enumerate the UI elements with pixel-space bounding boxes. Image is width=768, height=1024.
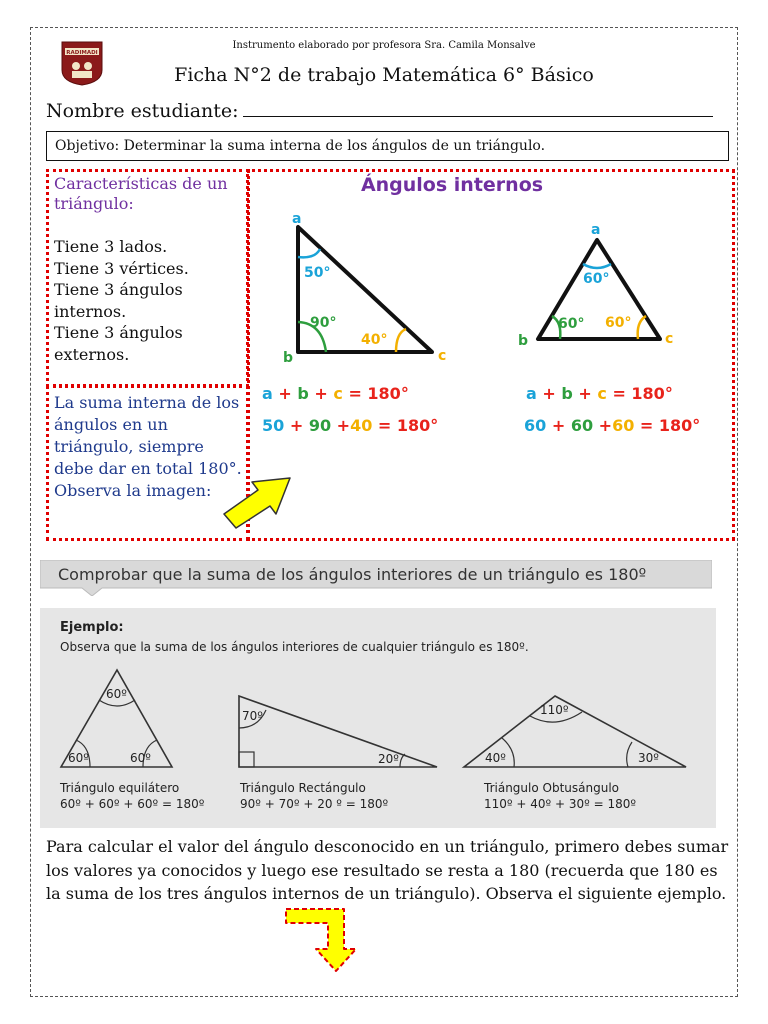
- eq-term: b: [297, 384, 309, 403]
- eq-result: = 180°: [612, 384, 673, 403]
- angle-label: 20º: [378, 752, 399, 766]
- angle-a-value: 60°: [583, 271, 610, 287]
- eq-result: = 180°: [639, 416, 701, 435]
- caption-name: Triángulo Rectángulo: [240, 781, 366, 795]
- characteristic-item: Tiene 3 ángulos externos.: [54, 323, 183, 364]
- student-name-label: Nombre estudiante:: [46, 100, 239, 122]
- eq-term: 60: [524, 416, 547, 435]
- caption-name: Triángulo Obtusángulo: [484, 781, 619, 795]
- eq-term: 40: [350, 416, 373, 435]
- example-title: Ejemplo:: [60, 620, 124, 635]
- vertex-b-label: b: [283, 350, 294, 366]
- caption-sum: 60º + 60º + 60º = 180º: [60, 797, 205, 811]
- eq-plus: +: [578, 384, 592, 403]
- objective-box: Objetivo: Determinar la suma interna de los ángulos de un triángulo.: [46, 131, 729, 161]
- example-obtuse-diagram: [460, 690, 690, 770]
- angle-label: 110º: [540, 703, 569, 717]
- sum-note-text: La suma interna de los ángulos en un triángulo, siempre debe dar en total 180°. Observa la imagen:: [54, 393, 242, 500]
- vertex-a-label: a: [292, 211, 302, 227]
- eq-plus: +: [314, 384, 328, 403]
- example-subtitle: Observa que la suma de los ángulos interiores de cualquier triángulo es 180º.: [60, 640, 529, 654]
- credit-line: Instrumento elaborado por profesora Sra. Camila Monsalve: [232, 40, 536, 51]
- angle-label: 60º: [130, 751, 151, 765]
- characteristics-list: [54, 236, 244, 365]
- vertex-b-label: b: [518, 333, 529, 349]
- angle-label: 60º: [68, 751, 89, 765]
- student-name-line[interactable]: [243, 98, 713, 117]
- example-equilateral-diagram: [56, 660, 176, 770]
- eq-plus: +: [336, 416, 351, 435]
- caption-sum: 110º + 40º + 30º = 180º: [484, 797, 637, 811]
- angle-b-value: 60°: [558, 316, 585, 332]
- equilateral-triangle-diagram: [512, 218, 692, 353]
- eq-term: 90: [308, 416, 332, 435]
- eq-term: 60: [570, 416, 594, 435]
- right-caption: [240, 780, 388, 812]
- characteristics-heading: Características de un triángulo:: [54, 174, 228, 213]
- eq-plus: +: [598, 416, 613, 435]
- eq-term: 60: [612, 416, 635, 435]
- angle-c-value: 40°: [361, 332, 388, 348]
- angle-b-value: 90°: [310, 315, 337, 331]
- equation-values-2: [524, 416, 700, 435]
- equation-values-1: [262, 416, 438, 435]
- student-name-row: [46, 98, 713, 122]
- characteristic-item: Tiene 3 ángulos internos.: [54, 280, 183, 321]
- angle-label: 30º: [638, 751, 659, 765]
- equation-letters-2: [526, 384, 673, 403]
- angles-title: Ángulos internos: [360, 174, 544, 196]
- vertex-c-label: c: [665, 331, 674, 347]
- bent-down-arrow-icon: [282, 905, 364, 973]
- instructions-paragraph: Para calcular el valor del ángulo desconocido en un triángulo, primero debes sumar los valores ya conocidos y luego ese resultado se resta a 180 (recuerda que 180 es la suma de los tres ángulos internos de un triángulo). Observa el siguiente ejemplo.: [46, 837, 729, 903]
- eq-plus: +: [278, 384, 292, 403]
- angle-label: 60º: [106, 687, 127, 701]
- angle-label: 40º: [485, 751, 506, 765]
- eq-term: a: [262, 384, 273, 403]
- equation-letters-1: [262, 384, 409, 403]
- caption-name: Triángulo equilátero: [60, 781, 180, 795]
- eq-term: a: [526, 384, 537, 403]
- vertex-a-label: a: [591, 222, 601, 238]
- eq-plus: +: [289, 416, 304, 435]
- angle-c-value: 60°: [605, 315, 632, 331]
- obtuse-caption: [484, 780, 636, 812]
- eq-term: b: [561, 384, 573, 403]
- worksheet-title: Ficha N°2 de trabajo Matemática 6° Básico: [174, 64, 594, 86]
- equilateral-caption: [60, 780, 204, 812]
- eq-term: c: [333, 384, 343, 403]
- eq-plus: +: [551, 416, 566, 435]
- eq-term: 50: [262, 416, 285, 435]
- yellow-arrow-icon: [214, 470, 298, 532]
- eq-plus: +: [542, 384, 556, 403]
- right-triangle-diagram: [250, 205, 460, 370]
- eq-result: = 180°: [348, 384, 409, 403]
- eq-result: = 180°: [377, 416, 439, 435]
- angle-a-value: 50°: [304, 265, 331, 281]
- caption-sum: 90º + 70º + 20 º = 180º: [240, 797, 389, 811]
- example-right-diagram: [232, 690, 442, 770]
- vertex-c-label: c: [438, 348, 447, 364]
- angle-label: 70º: [242, 709, 263, 723]
- eq-term: c: [597, 384, 607, 403]
- banner-text: Comprobar que la suma de los ángulos interiores de un triángulo es 180º: [58, 565, 647, 584]
- characteristic-item: Tiene 3 lados.: [54, 237, 168, 256]
- characteristic-item: Tiene 3 vértices.: [54, 258, 189, 278]
- logo-text: RADIMADI: [66, 50, 98, 56]
